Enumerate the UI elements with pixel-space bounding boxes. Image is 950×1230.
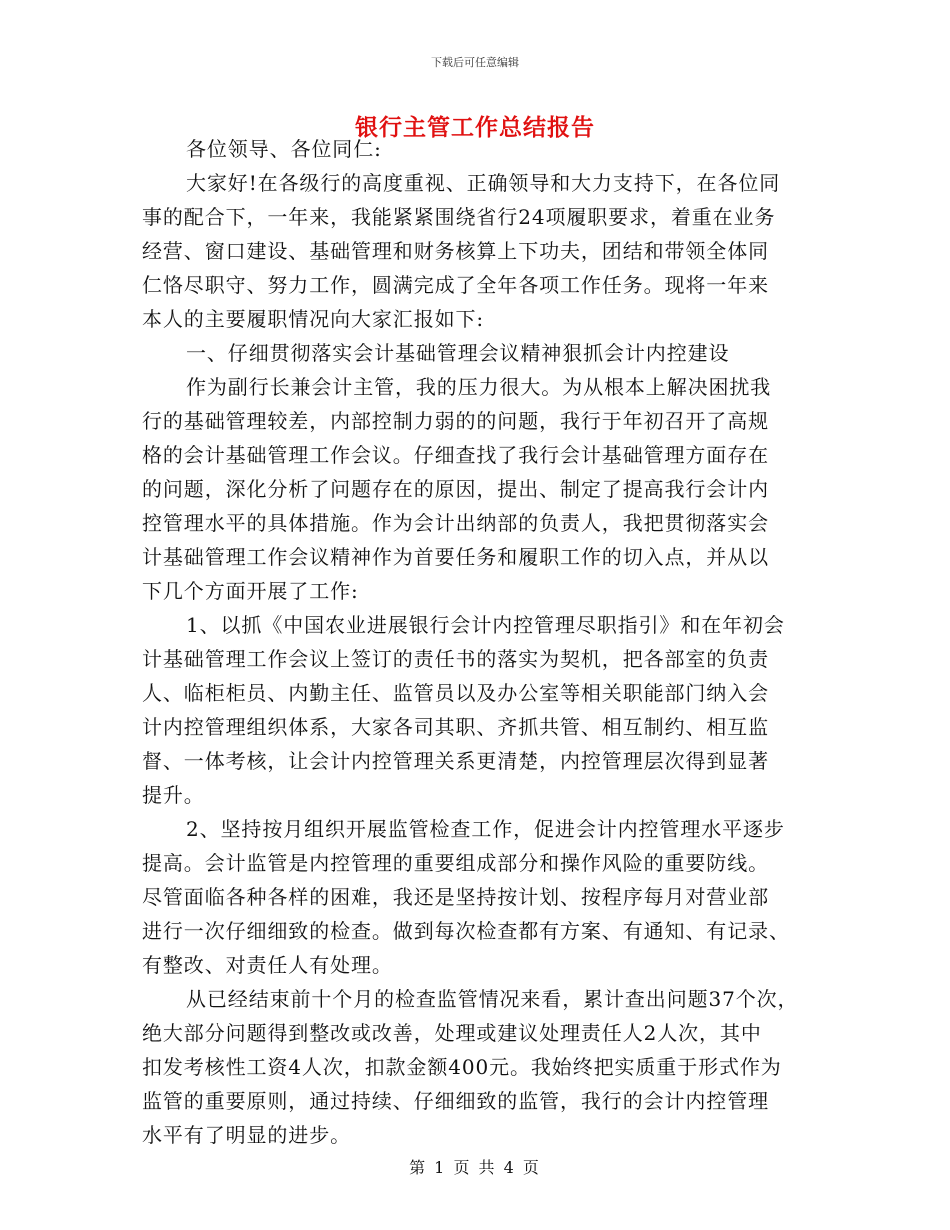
page-footer: 第 1 页 共 4 页 xyxy=(409,1158,541,1177)
line-11: 的问题，深化分析了问题存在的原因，提出、制定了提高我行会计内 xyxy=(142,477,769,501)
line-7: 一、仔细贯彻落实会计基础管理会议精神狠抓会计内控建设 xyxy=(186,341,730,365)
line-13: 计基础管理工作会议精神作为首要任务和履职工作的切入点，并从以 xyxy=(142,545,769,569)
line-29: 监管的重要原则，通过持续、仔细细致的监管，我行的会计内控管理 xyxy=(142,1089,769,1113)
line-24: 进行一次仔细细致的检查。做到每次检查都有方案、有通知、有记录、 xyxy=(142,919,790,943)
line-9: 行的基础管理较差，内部控制力弱的的问题，我行于年初召开了高规 xyxy=(142,409,769,433)
line-26: 从已经结束前十个月的检查监管情况来看，累计查出问题37个次， xyxy=(186,987,799,1011)
line-21: 2、坚持按月组织开展监管检查工作，促进会计内控管理水平逐步 xyxy=(186,817,785,841)
line-18: 计内控管理组织体系，大家各司其职、齐抓共管、相互制约、相互监 xyxy=(142,715,769,739)
document-body xyxy=(142,132,822,1152)
line-22: 提高。会计监管是内控管理的重要组成部分和操作风险的重要防线。 xyxy=(142,851,769,875)
line-8: 作为副行长兼会计主管，我的压力很大。为从根本上解决困扰我 xyxy=(186,375,772,399)
line-17: 人、临柜柜员、内勤主任、监管员以及办公室等相关职能部门纳入会 xyxy=(142,681,769,705)
line-6: 本人的主要履职情况向大家汇报如下: xyxy=(142,307,485,331)
line-23: 尽管面临各种各样的困难，我还是坚持按计划、按程序每月对营业部 xyxy=(142,885,769,909)
line-25: 有整改、对责任人有处理。 xyxy=(142,953,393,977)
line-28: 扣发考核性工资4人次，扣款金额400元。我始终把实质重于形式作为 xyxy=(142,1055,782,1079)
line-5: 仁恪尽职守、努力工作，圆满完成了全年各项工作任务。现将一年来 xyxy=(142,273,769,297)
line-14: 下几个方面开展了工作: xyxy=(142,579,359,603)
line-16: 计基础管理工作会议上签订的责任书的落实为契机，把各部室的负责 xyxy=(142,647,769,671)
line-3: 事的配合下，一年来，我能紧紧围绕省行24项履职要求，着重在业务 xyxy=(142,205,776,229)
line-30: 水平有了明显的进步。 xyxy=(142,1123,351,1147)
line-19: 督、一体考核，让会计内控管理关系更清楚，内控管理层次得到显著 xyxy=(142,749,769,773)
header-note: 下载后可任意编辑 xyxy=(431,56,519,69)
line-15: 1、以抓《中国农业进展银行会计内控管理尽职指引》和在年初会 xyxy=(186,613,785,637)
line-20: 提升。 xyxy=(142,783,205,807)
line-1: 各位领导、各位同仁: xyxy=(186,137,382,161)
line-10: 格的会计基础管理工作会议。仔细查找了我行会计基础管理方面存在 xyxy=(142,443,769,467)
document-title: 银行主管工作总结报告 xyxy=(355,114,595,141)
line-12: 控管理水平的具体措施。作为会计出纳部的负责人，我把贯彻落实会 xyxy=(142,511,769,535)
line-27: 绝大部分问题得到整改或改善，处理或建议处理责任人2人次，其中 xyxy=(142,1021,762,1045)
line-2: 大家好!在各级行的高度重视、正确领导和大力支持下，在各位同 xyxy=(186,171,781,195)
line-4: 经营、窗口建设、基础管理和财务核算上下功夫，团结和带领全体同 xyxy=(142,239,769,263)
